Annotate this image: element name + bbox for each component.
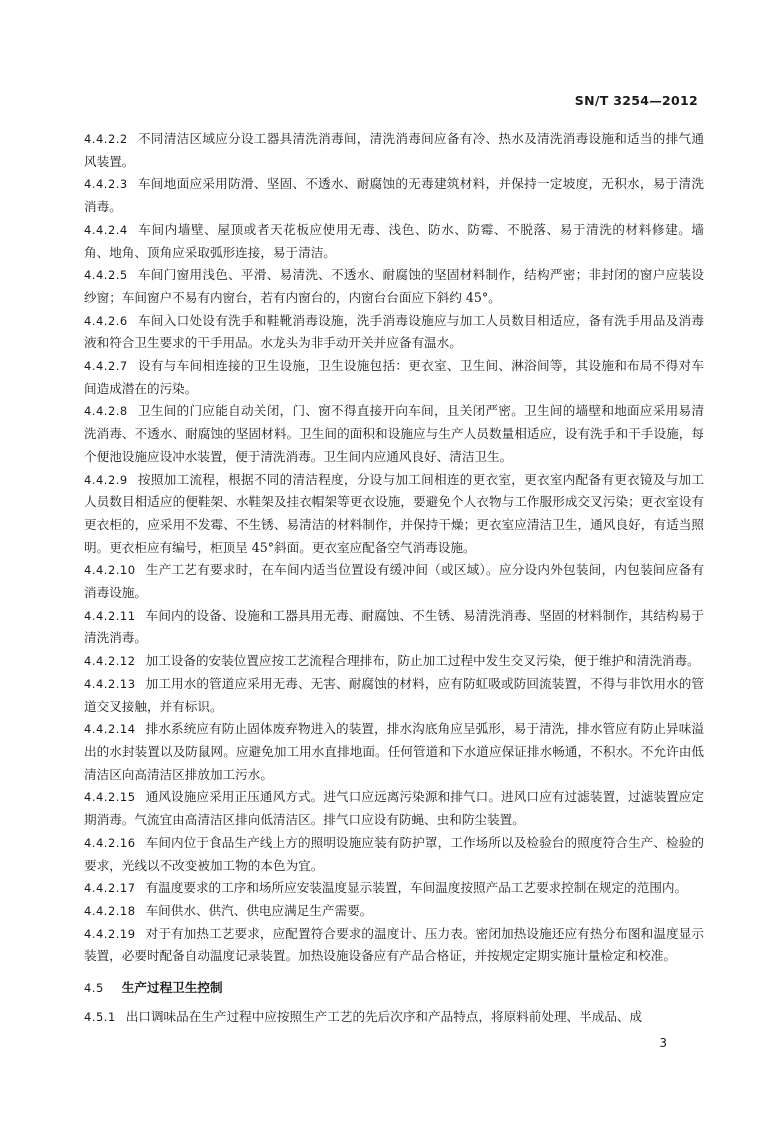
clause-paragraph (84, 605, 704, 650)
clause-number: 4.4.2.8 (84, 404, 128, 419)
clause-paragraph (84, 173, 704, 218)
clause-text: 设有与车间相连接的卫生设施，卫生设施包括：更衣室、卫生间、淋浴间等，其设施和布局不得对车间造成潜在的污染。 (84, 358, 704, 396)
clause-paragraph (84, 400, 704, 468)
clause-4-5-1 (84, 1006, 704, 1029)
clause-paragraph (84, 469, 704, 560)
standard-code: SN/T 3254—2012 (574, 93, 698, 108)
clause-paragraph (84, 559, 704, 604)
clause-list (84, 128, 704, 968)
document-body (84, 128, 704, 1028)
clause-number: 4.4.2.16 (84, 835, 136, 850)
clause-number: 4.4.2.7 (84, 359, 128, 374)
clause-text: 出口调味品在生产过程中应按照生产工艺的先后次序和产品特点，将原料前处理、半成品、成 (125, 1008, 643, 1024)
clause-text: 加工用水的管道应采用无毒、无害、耐腐蚀的材料，应有防虹吸或防回流装置，不得与非饮用水的管道交叉接触，并有标识。 (84, 675, 704, 714)
clause-text: 有温度要求的工序和场所应安装温度显示装置，车间温度按照产品工艺要求控制在规定的范围内。 (145, 880, 688, 896)
clause-paragraph (84, 264, 704, 309)
clause-number: 4.4.2.17 (84, 881, 136, 896)
clause-paragraph (84, 832, 704, 877)
clause-text: 不同清洁区域应分设工器具清洗消毒间，清洗消毒间应备有冷、热水及清洗消毒设施和适当的排气通风装置。 (84, 131, 704, 169)
clause-text: 排水系统应有防止固体废弃物进入的装置，排水沟底角应呈弧形，易于清洗，排水管应有防止异味溢出的水封装置以及防鼠网。应避免加工用水直排地面。任何管道和下水道应保证排水畅通，不积水。不允许由低清洁区向高清洁区排放加工污水。 (84, 721, 704, 782)
clause-number: 4.4.2.18 (84, 903, 136, 918)
clause-number: 4.4.2.12 (84, 654, 136, 669)
clause-text: 车间门窗用浅色、平滑、易清洗、不透水、耐腐蚀的坚固材料制作，结构严密；非封闭的窗户应装设纱窗；车间窗户不易有内窗台，若有内窗台的，内窗台台面应下斜约 45°。 (84, 267, 704, 305)
section-title: 生产过程卫生控制 (121, 980, 223, 996)
clause-number: 4.4.2.6 (84, 313, 128, 328)
clause-number: 4.5.1 (84, 1009, 116, 1024)
clause-text: 车间内墙壁、屋顶或者天花板应使用无毒、浅色、防水、防霉、不脱落、易于清洗的材料修建。墙角、地角、顶角应采取弧形连接，易于清洁。 (84, 221, 704, 260)
clause-number: 4.4.2.4 (84, 222, 128, 237)
clause-paragraph (84, 923, 704, 968)
clause-number: 4.4.2.15 (84, 790, 136, 805)
clause-text: 车间地面应采用防滑、坚固、不透水、耐腐蚀的无毒建筑材料，并保持一定坡度，无积水，易于清洗消毒。 (84, 176, 704, 215)
clause-paragraph (84, 718, 704, 786)
clause-paragraph (84, 355, 704, 400)
clause-number: 4.4.2.19 (84, 926, 136, 941)
clause-text: 生产工艺有要求时，在车间内适当位置设有缓冲间（或区域）。应分设内外包装间，内包装间应备有消毒设施。 (84, 562, 704, 601)
clause-number: 4.4.2.2 (84, 132, 128, 146)
clause-paragraph (84, 877, 704, 900)
clause-number: 4.4.2.9 (84, 472, 128, 487)
clause-number: 4.4.2.11 (84, 608, 136, 623)
clause-text: 车间入口处设有洗手和鞋靴消毒设施，洗手消毒设施应与加工人员数目相适应，备有洗手用品及消毒液和符合卫生要求的干手用品。水龙头为非手动开关并应备有温水。 (84, 312, 704, 351)
clause-text: 按照加工流程，根据不同的清洁程度，分设与加工间相连的更衣室，更衣室内配备有更衣镜及与加工人员数目相适应的便鞋架、水鞋架及挂衣帽架等更衣设施，要避免个人衣物与工作服形成交叉污染；更衣室设有更衣柜的，应采用不发霉、不生锈、易清洁的材料制作，并保持干燥；更衣室应清洁卫生，通风良好，有适当照明。更衣柜应有编号，柜顶呈 45°斜面。更衣室应配备空气消毒设施。 (84, 471, 704, 555)
clause-text: 车间内位于食品生产线上方的照明设施应装有防护罩，工作场所以及检验台的照度符合生产、检验的要求，光线以不改变被加工物的本色为宜。 (84, 834, 704, 873)
clause-text: 通风设施应采用正压通风方式。进气口应远离污染源和排气口。进风口应有过滤装置，过滤装置应定期消毒。气流宜由高清洁区排向低清洁区。排气口应设有防蝇、虫和防尘装置。 (84, 789, 704, 828)
clause-paragraph (84, 650, 704, 673)
clause-number: 4.4.2.13 (84, 676, 136, 691)
section-heading (84, 977, 704, 1000)
clause-text: 车间内的设备、设施和工器具用无毒、耐腐蚀、不生锈、易清洗消毒、坚固的材料制作，其结构易于清洗消毒。 (84, 607, 704, 646)
clause-paragraph (84, 310, 704, 355)
clause-paragraph (84, 786, 704, 831)
clause-number: 4.4.2.3 (84, 177, 128, 192)
clause-number: 4.4.2.14 (84, 722, 136, 737)
clause-text: 加工设备的安装位置应按工艺流程合理排布，防止加工过程中发生交叉污染，便于维护和清洗消毒。 (145, 653, 700, 669)
clause-text: 对于有加热工艺要求，应配置符合要求的温度计、压力表。密闭加热设施还应有热分布图和温度显示装置，必要时配备自动温度记录装置。加热设施设备应有产品合格证，并按规定定期实施计量检定和校准。 (84, 925, 704, 964)
clause-text: 卫生间的门应能自动关闭，门、窗不得直接开向车间，且关闭严密。卫生间的墙壁和地面应采用易清洗消毒、不透水、耐腐蚀的坚固材料。卫生间的面积和设施应与生产人员数量相适应，设有洗手和干手设施，每个便池设施应设冲水装置，便于清洗消毒。卫生间内应通风良好、清洁卫生。 (84, 403, 704, 464)
clause-number: 4.4.2.5 (84, 268, 128, 283)
clause-number: 4.4.2.10 (84, 563, 136, 578)
page-number: 3 (659, 1036, 667, 1050)
clause-text: 车间供水、供汽、供电应满足生产需要。 (145, 902, 373, 918)
clause-paragraph (84, 128, 704, 173)
clause-paragraph (84, 900, 704, 923)
clause-paragraph (84, 219, 704, 264)
section-number: 4.5 (84, 981, 104, 996)
clause-paragraph (84, 673, 704, 718)
